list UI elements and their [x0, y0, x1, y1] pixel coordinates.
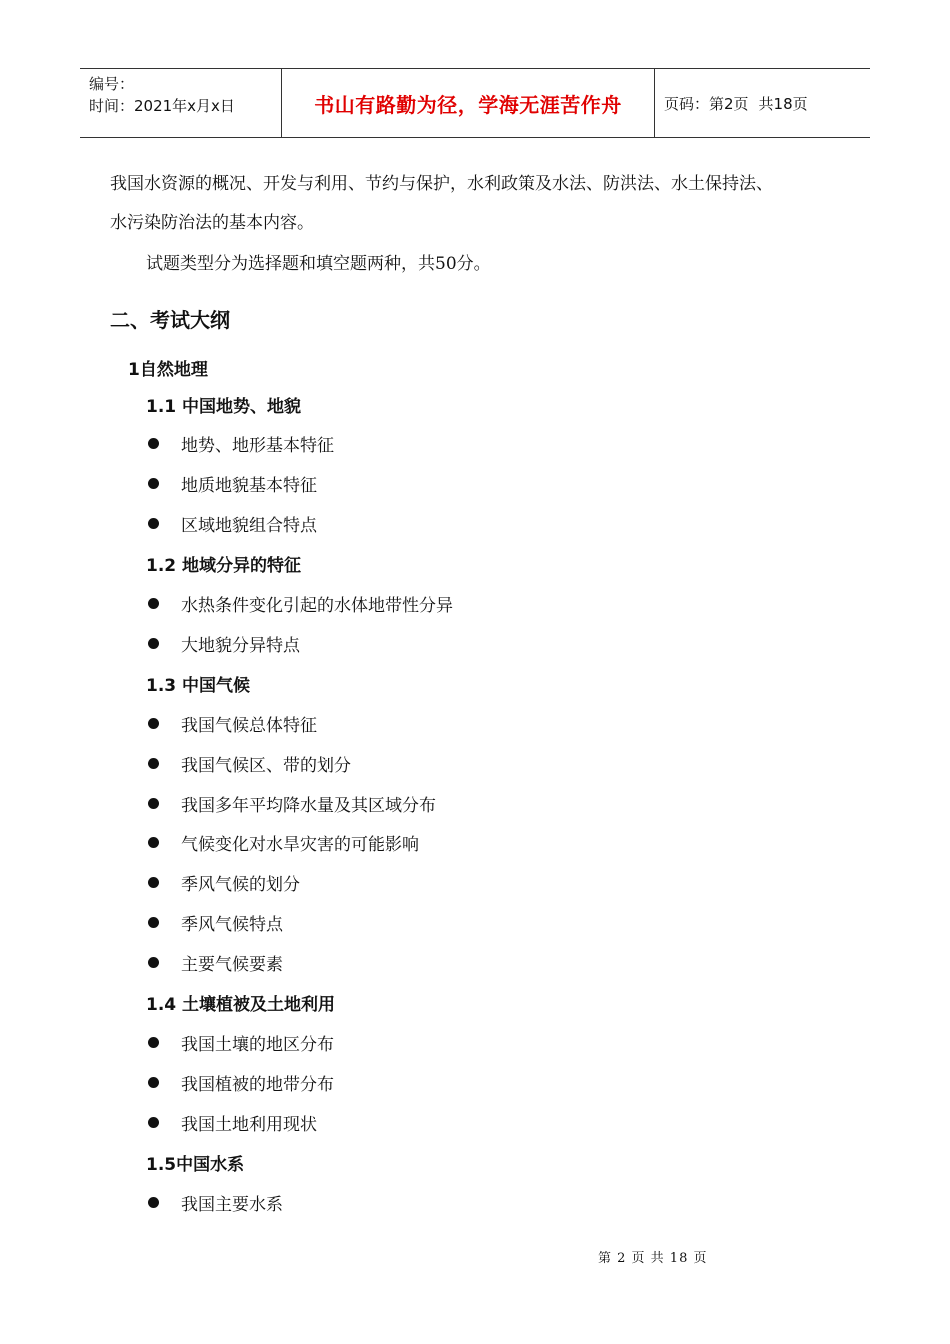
header-meta: [80, 69, 282, 137]
header-motto: 书山有路勤为径，学海无涯苦作舟: [314, 92, 622, 117]
section-title: 二、考试大纲: [110, 308, 230, 332]
time-label: 时间：2021年x月x日: [89, 97, 235, 115]
subsection-title: 1自然地理: [128, 360, 208, 380]
list-item: 我国土地利用现状: [148, 1110, 317, 1135]
list-item: 气候变化对水旱灾害的可能影响: [148, 830, 419, 855]
list-item: 大地貌分异特点: [148, 631, 300, 656]
bullet-icon: [148, 798, 159, 809]
group-title: 1.1 中国地势、地貌: [146, 397, 302, 417]
list-item: 主要气候要素: [148, 950, 283, 975]
list-item: 地势、地形基本特征: [148, 431, 334, 456]
intro-line-2: 水污染防治法的基本内容。: [110, 213, 314, 233]
group-title: 1.5中国水系: [146, 1155, 245, 1175]
bullet-icon: [148, 718, 159, 729]
bullet-icon: [148, 438, 159, 449]
group-title: 1.4 土壤植被及土地利用: [146, 995, 336, 1015]
list-item: 区域地貌组合特点: [148, 511, 317, 536]
list-item: 我国气候区、带的划分: [148, 751, 351, 776]
bullet-icon: [148, 478, 159, 489]
number-label: 编号：: [89, 75, 135, 93]
list-item: 地质地貌基本特征: [148, 471, 317, 496]
bullet-icon: [148, 877, 159, 888]
bullet-icon: [148, 1037, 159, 1048]
bullet-icon: [148, 957, 159, 968]
bullet-icon: [148, 638, 159, 649]
bullet-icon: [148, 1197, 159, 1208]
group-title: 1.2 地域分异的特征: [146, 556, 302, 576]
header-motto-cell: [282, 69, 655, 137]
bullet-icon: [148, 917, 159, 928]
list-item: 我国多年平均降水量及其区域分布: [148, 791, 436, 816]
page-footer: 第 2 页 共 18 页: [598, 1251, 708, 1266]
list-item: 我国土壤的地区分布: [148, 1030, 334, 1055]
group-title: 1.3 中国气候: [146, 676, 251, 696]
page-total-label: 共18页: [758, 94, 808, 113]
list-item: 我国主要水系: [148, 1190, 283, 1215]
intro-line-3: 试题类型分为选择题和填空题两种，共50分。: [146, 254, 491, 274]
list-item: 我国气候总体特征: [148, 711, 317, 736]
page-header: [80, 68, 870, 138]
page-number-label: 页码：第2页: [664, 94, 749, 113]
bullet-icon: [148, 758, 159, 769]
bullet-icon: [148, 837, 159, 848]
list-item: 季风气候的划分: [148, 870, 300, 895]
bullet-icon: [148, 1077, 159, 1088]
bullet-icon: [148, 598, 159, 609]
intro-line-1: 我国水资源的概况、开发与利用、节约与保护，水利政策及水法、防洪法、水土保持法、: [110, 174, 773, 194]
list-item: 季风气候特点: [148, 910, 283, 935]
bullet-icon: [148, 518, 159, 529]
header-page-info: [655, 69, 870, 137]
list-item: 水热条件变化引起的水体地带性分异: [148, 591, 453, 616]
list-item: 我国植被的地带分布: [148, 1070, 334, 1095]
bullet-icon: [148, 1117, 159, 1128]
